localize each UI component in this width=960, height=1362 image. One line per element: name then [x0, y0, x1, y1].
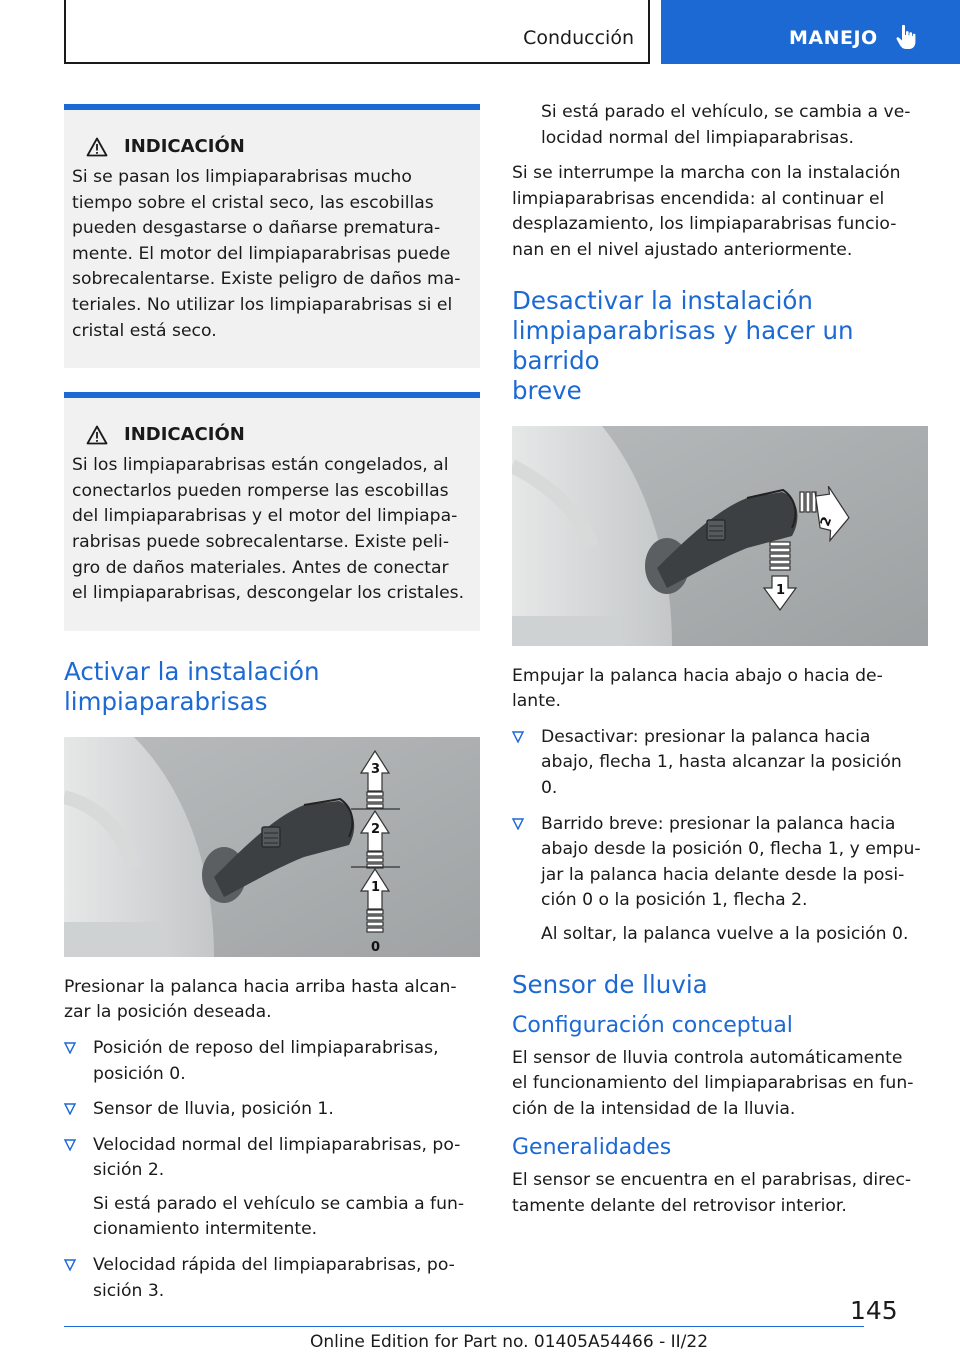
figure-label: 2	[818, 514, 836, 529]
section-heading: Activar la instalación limpiaparabrisas	[64, 656, 320, 716]
bullet-triangle-icon	[64, 1259, 76, 1271]
continued-subtext: Si está parado el vehículo, se cambia a ve- locidad normal del limpiaparabrisas.	[541, 102, 911, 148]
header-chapter-tab[interactable]	[661, 0, 960, 64]
section-heading: Sensor de lluvia	[512, 969, 708, 999]
warning-triangle-icon	[86, 137, 108, 157]
list-item: Posición de reposo del limpiaparabrisas, posición 0.	[64, 1036, 480, 1087]
figure-label: 1	[776, 582, 786, 598]
note-text: Si se pasan los limpiaparabrisas mucho tiempo sobre el cristal seco, las escobillas pueden desgastarse o dañarse prematura- mente. El motor del limpiaparabrisas puede sobrecalentarse. Existe peligro de daños ma- teriales. No utilizar los limpiaparabrisas si el cristal está seco.	[72, 167, 461, 341]
figure-label: 2	[371, 821, 381, 837]
figure-label: 1	[371, 879, 381, 895]
subsection-heading: Generalidades	[512, 1135, 672, 1161]
bullet-triangle-icon	[512, 818, 524, 830]
footer-divider	[64, 1326, 864, 1327]
figure-label: 0	[371, 939, 381, 955]
action-list	[512, 725, 928, 948]
subsection-heading: Configuración conceptual	[512, 1012, 793, 1038]
warning-note	[64, 392, 480, 631]
list-item: Velocidad normal del limpiaparabrisas, po- sición 2. Si está parado el vehículo se cambia a fun- cionamiento intermitente.	[64, 1133, 480, 1243]
instruction-text: Empujar la palanca hacia abajo o hacia de- lante.	[512, 665, 883, 712]
paragraph: El sensor se encuentra en el parabrisas, direc- tamente delante del retrovisor interior.	[512, 1170, 912, 1216]
left-column	[64, 104, 480, 1314]
note-text: Si los limpiaparabrisas están congelados, al conectarlos pueden romperse las escobillas del limpiaparabrisas y el motor del limpiapa- rabrisas puede sobrecalentarse. Existe peli- gro de daños materiales. Antes de conectar el limpiaparabrisas, descongelar los cristales.	[72, 455, 465, 604]
note-title	[72, 136, 472, 157]
right-column	[512, 100, 928, 1229]
list-item: Barrido breve: presionar la palanca hacia abajo desde la posición 0, flecha 1, y empu- jar la palanca hacia delante desde la posi- ción 0 o la posición 1, flecha 2. Al soltar, la palanca vuelve a la posición 0.	[512, 812, 928, 948]
paragraph: Si se interrumpe la marcha con la instalación limpiaparabrisas encendida: al continuar el desplazamiento, los limpiaparabrisas funcio- nan en el nivel ajustado anteriormente.	[512, 163, 901, 260]
bullet-triangle-icon	[64, 1103, 76, 1115]
warning-triangle-icon	[86, 425, 108, 445]
footer-edition: Online Edition for Part no. 01405A54466 - II/22	[310, 1332, 709, 1352]
list-item: Desactivar: presionar la palanca hacia abajo, flecha 1, hasta alcanzar la posición 0.	[512, 725, 928, 802]
header-section-box	[64, 0, 650, 64]
bullet-triangle-icon	[512, 731, 524, 743]
pointing-hand-icon	[896, 24, 918, 50]
header-section-title: Conducción	[523, 27, 634, 49]
note-title	[72, 424, 472, 445]
wiper-lever-up-figure	[64, 737, 480, 957]
note-title-text: INDICACIÓN	[124, 424, 245, 446]
list-item-subtext: Si está parado el vehículo se cambia a fun- cionamiento intermitente.	[93, 1193, 465, 1240]
list-item: Sensor de lluvia, posición 1.	[64, 1097, 480, 1123]
note-title-text: INDICACIÓN	[124, 136, 245, 157]
instruction-text: Presionar la palanca hacia arriba hasta alcan- zar la posición deseada.	[64, 976, 457, 1023]
warning-note	[64, 104, 480, 368]
wiper-lever-down-figure	[512, 426, 928, 646]
bullet-triangle-icon	[64, 1042, 76, 1054]
list-item: Velocidad rápida del limpiaparabrisas, po- sición 3.	[64, 1253, 480, 1304]
page-number: 145	[850, 1296, 898, 1325]
section-heading: Desactivar la instalación limpiaparabrisas y hacer un barrido breve	[512, 285, 854, 405]
paragraph: El sensor de lluvia controla automáticamente el funcionamiento del limpiaparabrisas en fun- ción de la intensidad de la lluvia.	[512, 1047, 914, 1119]
bullet-triangle-icon	[64, 1139, 76, 1151]
figure-label: 3	[371, 761, 381, 777]
list-item-subtext: Al soltar, la palanca vuelve a la posición 0.	[541, 923, 909, 944]
header-chapter-label: MANEJO	[789, 27, 878, 49]
position-list	[64, 1036, 480, 1304]
